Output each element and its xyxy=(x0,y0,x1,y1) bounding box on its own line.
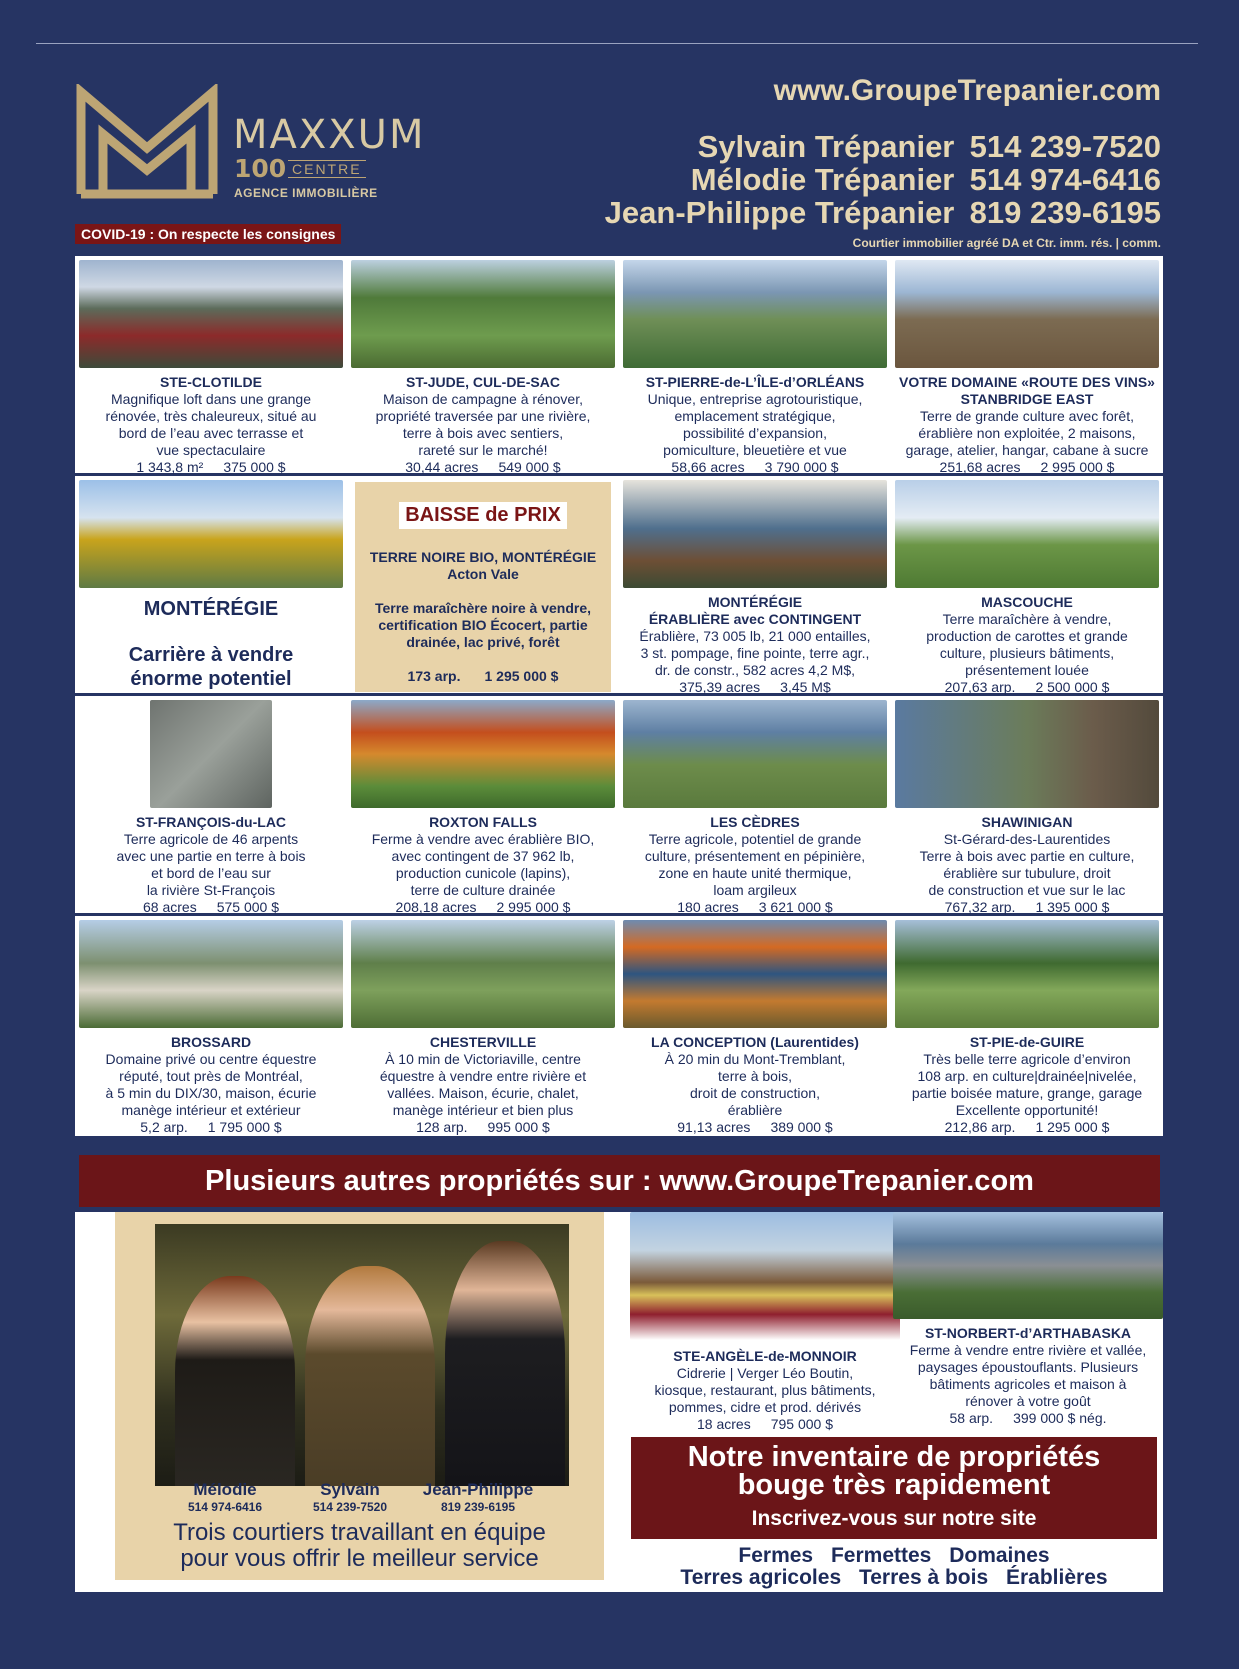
listing-card[interactable] xyxy=(347,696,619,913)
listing-desc-line: et bord de l’eau sur xyxy=(151,865,271,881)
listing-desc-line: érablière non exploitée, 2 maisons, xyxy=(918,425,1136,441)
listing-desc-line: Terre agricole de 46 arpents xyxy=(123,831,299,847)
category-label: Fermettes xyxy=(830,1544,932,1567)
listing-price: 375 000 $ xyxy=(223,459,286,475)
listing-size: 30,44 acres xyxy=(405,459,479,475)
listing-desc-line: possibilité d’expansion, xyxy=(683,425,827,441)
listing-price-line xyxy=(351,1119,615,1136)
team-member xyxy=(165,1480,285,1514)
listing-price: 1 795 000 $ xyxy=(207,1119,282,1135)
property-photo xyxy=(623,260,887,368)
listing-title: MONTÉRÉGIE xyxy=(143,598,279,620)
listing-desc-line: Terre maraîchère à vendre, xyxy=(942,611,1112,627)
property-photo xyxy=(895,480,1159,588)
person-jean-philippe xyxy=(445,1241,565,1486)
listing-desc-line: bord de l’eau avec terrasse et xyxy=(118,425,304,441)
website-header[interactable]: www.GroupeTrepanier.com xyxy=(773,74,1161,107)
category-row xyxy=(631,1545,1157,1567)
listing-price-line xyxy=(895,899,1159,916)
person-melodie xyxy=(175,1276,295,1486)
listing-size: 58 arp. xyxy=(949,1410,994,1426)
logo-name: MAXXUM xyxy=(233,112,426,158)
listing-title: ST-NORBERT-d’ARTHABASKA xyxy=(924,1325,1132,1341)
team-member-name: Jean-Philippe xyxy=(422,1480,534,1499)
listing-desc-line: Ferme à vendre avec érablière BIO, xyxy=(371,831,595,847)
listing-row xyxy=(75,476,1163,696)
listing-desc-line: Cidrerie | Verger Léo Boutin, xyxy=(676,1365,854,1381)
property-photo xyxy=(351,700,615,808)
listing-size: 208,18 acres xyxy=(395,899,477,915)
listing-desc-line: Terre maraîchère noire à vendre, xyxy=(374,600,592,616)
listing-card[interactable] xyxy=(347,476,619,693)
listing-size: 5,2 arp. xyxy=(140,1119,188,1135)
listing-card[interactable] xyxy=(893,1212,1163,1427)
listing-desc-line: manège intérieur et extérieur xyxy=(121,1102,301,1118)
contact-name: Sylvain Trépanier xyxy=(697,129,955,164)
contact-name: Jean-Philippe Trépanier xyxy=(604,195,955,230)
listing-size: 251,68 acres xyxy=(939,459,1021,475)
property-photo xyxy=(79,480,343,588)
listings-grid xyxy=(75,256,1163,1136)
price-drop-badge: BAISSE de PRIX xyxy=(399,502,567,529)
listing-size: 207,63 arp. xyxy=(944,679,1016,695)
inventory-title xyxy=(631,1443,1157,1499)
property-photo xyxy=(895,920,1159,1028)
contact-list xyxy=(605,130,1161,229)
listing-desc-line: rareté sur le marché! xyxy=(418,442,548,458)
listing-title: LA CONCEPTION (Laurentides) xyxy=(651,1034,859,1050)
listing-subtitle: STANBRIDGE EAST xyxy=(960,391,1094,407)
listing-price: 2 500 000 $ xyxy=(1035,679,1110,695)
listing-desc-line: Maison de campagne à rénover, xyxy=(382,391,583,407)
listing-price-line xyxy=(79,899,343,916)
property-photo xyxy=(351,920,615,1028)
listing-price: 995 000 $ xyxy=(487,1119,550,1135)
maxxum-logo xyxy=(76,84,456,204)
listing-desc-line: Très belle terre agricole d’environ xyxy=(923,1051,1131,1067)
listing-row xyxy=(75,696,1163,916)
listing-title: ROXTON FALLS xyxy=(429,814,537,830)
listing-desc-line: paysages époustouflants. Plusieurs xyxy=(917,1359,1139,1375)
listing-desc-line: production de carottes et grande xyxy=(926,628,1128,644)
listing-title: VOTRE DOMAINE «ROUTE DES VINS» xyxy=(899,374,1155,390)
listing-desc-line: St-Gérard-des-Laurentides xyxy=(943,831,1111,847)
listing-price-line xyxy=(623,1119,887,1136)
website-banner[interactable]: Plusieurs autres propriétés sur : www.GroupeTrepanier.com xyxy=(79,1155,1160,1207)
listing-card[interactable] xyxy=(619,256,891,473)
listing-price: 1 395 000 $ xyxy=(1035,899,1110,915)
property-photo xyxy=(893,1212,1163,1319)
listing-row xyxy=(75,256,1163,476)
listing-price-line xyxy=(79,1119,343,1136)
property-photo xyxy=(895,260,1159,368)
listing-desc-line: Domaine privé ou centre équestre xyxy=(105,1051,317,1067)
team-member xyxy=(413,1480,543,1514)
listing-desc-line: drainée, lac privé, forêt xyxy=(406,634,560,650)
listing-price-line xyxy=(351,899,615,916)
team-tagline-line: Trois courtiers travaillant en équipe xyxy=(173,1519,546,1546)
covid-notice: COVID-19 : On respecte les consignes xyxy=(75,224,341,244)
listing-desc-line: terre à bois, xyxy=(718,1068,792,1084)
property-categories xyxy=(631,1545,1157,1589)
bottom-section xyxy=(75,1212,1163,1592)
listing-card[interactable] xyxy=(619,476,891,693)
listing-price-line xyxy=(623,899,887,916)
listing-desc-line: partie boisée mature, grange, garage xyxy=(911,1085,1143,1101)
listing-desc-line: érablière xyxy=(727,1102,783,1118)
listing-desc-line: la rivière St-François xyxy=(146,882,276,898)
listing-price-line xyxy=(623,459,887,476)
listing-desc-line: vue spectaculaire xyxy=(156,442,266,458)
listing-price-line xyxy=(355,668,611,684)
category-label: Terres à bois xyxy=(858,1566,989,1589)
listing-desc-line: loam argileux xyxy=(713,882,797,898)
listing-card[interactable] xyxy=(75,476,347,693)
listing-desc-line: culture, plusieurs bâtiments, xyxy=(939,645,1115,661)
listing-desc-line: À 20 min du Mont-Tremblant, xyxy=(664,1051,846,1067)
listing-desc-line: certification BIO Écocert, partie xyxy=(378,617,588,633)
listing-size: 18 acres xyxy=(697,1416,751,1432)
listing-title: ST-PIERRE-de-L’ÎLE-d’ORLÉANS xyxy=(645,374,865,390)
category-label: Érablières xyxy=(1005,1566,1108,1589)
listing-title: MONTÉRÉGIE xyxy=(707,594,803,610)
inventory-title-line: Notre inventaire de propriétés xyxy=(687,1441,1101,1473)
listing-tagline-line: énorme potentiel xyxy=(130,668,292,690)
listing-price-line xyxy=(623,679,887,696)
listing-size: 58,66 acres xyxy=(671,459,745,475)
listing-title-line: TERRE NOIRE BIO, MONTÉRÉGIE xyxy=(369,549,597,565)
contact-name: Mélodie Trépanier xyxy=(690,162,955,197)
property-photo xyxy=(623,700,887,808)
listing-desc-line: propriété traversée par une rivière, xyxy=(375,408,591,424)
listing-price: 2 995 000 $ xyxy=(496,899,571,915)
contact-phone[interactable]: 514 974-6416 xyxy=(969,162,1161,197)
property-photo xyxy=(351,260,615,368)
listing-desc-line: vallées. Maison, écurie, chalet, xyxy=(387,1085,579,1101)
listing-title: MASCOUCHE xyxy=(981,594,1073,610)
contact-phone[interactable]: 819 239-6195 xyxy=(969,195,1161,230)
property-photo xyxy=(79,260,343,368)
listing-desc-line: production cunicole (lapins), xyxy=(395,865,571,881)
listing-card[interactable] xyxy=(891,476,1163,693)
listing-price: 549 000 $ xyxy=(498,459,561,475)
price-drop-card xyxy=(355,482,611,692)
listing-card[interactable] xyxy=(75,256,347,473)
listing-desc-line: Érablière, 73 005 lb, 21 000 entailles, xyxy=(639,628,871,644)
team-card xyxy=(115,1212,604,1580)
property-photo xyxy=(623,920,887,1028)
listing-desc-line: Magnifique loft dans une grange xyxy=(110,391,312,407)
listing-price: 3,45 M$ xyxy=(780,679,831,695)
logo-centre: CENTRE xyxy=(288,160,366,178)
listing-price: 3 790 000 $ xyxy=(764,459,839,475)
listing-card[interactable] xyxy=(891,256,1163,473)
listing-price: 575 000 $ xyxy=(216,899,279,915)
team-member-phone[interactable]: 514 974-6416 xyxy=(187,1500,263,1514)
listing-title: STE-ANGÈLE-de-MONNOIR xyxy=(673,1348,857,1364)
team-member-name: Mélodie xyxy=(193,1480,257,1499)
listing-desc-line: dr. de constr., 582 acres 4,2 M$, xyxy=(655,662,855,678)
listing-card[interactable] xyxy=(75,916,347,1136)
listing-size: 1 343,8 m² xyxy=(136,459,204,475)
category-label: Fermes xyxy=(738,1544,814,1567)
listing-desc-line: pomiculture, bleuetière et vue xyxy=(663,442,847,458)
listing-card[interactable] xyxy=(347,916,619,1136)
team-member-phone[interactable]: 514 239-7520 xyxy=(312,1500,388,1514)
license-note: Courtier immobilier agréé DA et Ctr. imm. rés. | comm. xyxy=(852,236,1161,250)
team-member-name: Sylvain xyxy=(320,1480,380,1499)
listing-subtitle: ÉRABLIÈRE avec CONTINGENT xyxy=(648,611,862,627)
listing-size: 767,32 arp. xyxy=(944,899,1016,915)
listing-desc-line: Terre agricole, potentiel de grande xyxy=(648,831,862,847)
team-tagline xyxy=(115,1520,604,1572)
listing-price-line xyxy=(630,1416,900,1433)
listing-price-line xyxy=(895,679,1159,696)
listing-title: CHESTERVILLE xyxy=(429,1034,537,1050)
listing-desc-line: À 10 min de Victoriaville, centre xyxy=(385,1051,581,1067)
listing-title: BROSSARD xyxy=(170,1034,252,1050)
team-member xyxy=(295,1480,405,1514)
listing-desc xyxy=(355,600,611,651)
top-divider xyxy=(36,43,1198,44)
listing-title: STE-CLOTILDE xyxy=(160,374,262,390)
listing-price: 399 000 $ nég. xyxy=(1013,1410,1107,1426)
person-sylvain xyxy=(305,1266,435,1486)
listing-title: ST-PIE-de-GUIRE xyxy=(969,1034,1085,1050)
listing-desc-line: réputé, tout près de Montréal, xyxy=(119,1068,303,1084)
listing-price-line xyxy=(79,459,343,476)
listing-size: 128 arp. xyxy=(416,1119,468,1135)
listing-desc-line: Terre de grande culture avec forêt, xyxy=(919,408,1134,424)
contact-row xyxy=(605,130,1161,163)
property-photo xyxy=(623,480,887,588)
listing-price: 389 000 $ xyxy=(770,1119,833,1135)
category-label: Domaines xyxy=(949,1544,1050,1567)
listing-price: 795 000 $ xyxy=(770,1416,833,1432)
listing-card[interactable] xyxy=(75,696,347,913)
listing-card[interactable] xyxy=(347,256,619,473)
contact-row xyxy=(605,163,1161,196)
listing-price-line xyxy=(895,459,1159,476)
listing-desc-line: kiosque, restaurant, plus bâtiments, xyxy=(654,1382,876,1398)
listing-desc-line: pommes, cidre et prod. dérivés xyxy=(668,1399,862,1415)
listing-size: 212,86 arp. xyxy=(944,1119,1016,1135)
inventory-title-line: bouge très rapidement xyxy=(737,1469,1051,1501)
listing-price: 1 295 000 $ xyxy=(484,668,559,684)
listing-title: LES CÈDRES xyxy=(710,814,800,830)
team-tagline-line: pour vous offrir le meilleur service xyxy=(180,1545,539,1572)
listing-desc-line: bâtiments agricoles et maison à xyxy=(929,1376,1127,1392)
listing-card[interactable] xyxy=(619,916,891,1136)
listing-title: ST-JUDE, CUL-DE-SAC xyxy=(405,374,560,390)
listing-desc-line: emplacement stratégique, xyxy=(674,408,836,424)
listing-desc-line: rénover à votre goût xyxy=(965,1393,1091,1409)
listing-price-line xyxy=(895,1119,1159,1136)
category-label: Terres agricoles xyxy=(680,1566,842,1589)
listing-desc-line: avec contingent de 37 962 lb, xyxy=(391,848,575,864)
listing-desc-line: culture, présentement en pépinière, xyxy=(644,848,866,864)
logo-agency: AGENCE IMMOBILIÈRE xyxy=(234,186,378,200)
listing-desc-line: terre à bois avec sentiers, xyxy=(402,425,564,441)
listing-tagline xyxy=(79,643,343,691)
category-row xyxy=(631,1567,1157,1589)
listing-title-line: Acton Vale xyxy=(447,566,519,582)
listing-title xyxy=(355,549,611,583)
listing-price-line xyxy=(893,1410,1163,1427)
listing-desc-line: équestre à vendre entre rivière et xyxy=(379,1068,587,1084)
listing-desc-line: Unique, entreprise agrotouristique, xyxy=(647,391,863,407)
logo-number: 100 xyxy=(234,154,287,183)
listing-desc-line: Excellente opportunité! xyxy=(955,1102,1099,1118)
property-photo xyxy=(895,700,1159,808)
inventory-callout[interactable] xyxy=(631,1437,1157,1539)
listing-tagline-line: Carrière à vendre xyxy=(128,644,294,666)
subscribe-link[interactable]: Inscrivez-vous sur notre site xyxy=(751,1507,1037,1530)
listing-desc-line: 3 st. pompage, fine pointe, terre agr., xyxy=(640,645,870,661)
listing-title: ST-FRANÇOIS-du-LAC xyxy=(135,814,287,830)
listing-desc-line: droit de construction, xyxy=(690,1085,820,1101)
contact-row xyxy=(605,196,1161,229)
property-photo xyxy=(630,1212,900,1340)
listing-desc-line: Ferme à vendre entre rivière et vallée, xyxy=(909,1342,1147,1358)
listing-card[interactable] xyxy=(891,916,1163,1136)
listing-desc-line: avec une partie en terre à bois xyxy=(116,848,306,864)
property-photo xyxy=(150,700,272,808)
listing-price: 1 295 000 $ xyxy=(1035,1119,1110,1135)
listing-desc-line: Terre à bois avec partie en culture, xyxy=(919,848,1135,864)
listing-desc-line: présentement louée xyxy=(965,662,1089,678)
listing-card[interactable] xyxy=(891,696,1163,913)
property-photo xyxy=(79,920,343,1028)
listing-desc-line: érablière sur tubulure, droit xyxy=(943,865,1111,881)
listing-price: 3 621 000 $ xyxy=(758,899,833,915)
listing-desc-line: à 5 min du DIX/30, maison, écurie xyxy=(105,1085,317,1101)
team-photo xyxy=(155,1224,569,1486)
listing-desc-line: 108 arp. en culture|drainée|nivelée, xyxy=(917,1068,1137,1084)
listing-size: 68 acres xyxy=(143,899,197,915)
listing-desc-line: zone en haute unité thermique, xyxy=(658,865,852,881)
listing-desc-line: de construction et vue sur le lac xyxy=(928,882,1126,898)
listing-desc-line: rénovée, très chaleureux, situé au xyxy=(105,408,317,424)
contact-phone[interactable]: 514 239-7520 xyxy=(969,129,1161,164)
listing-size: 91,13 acres xyxy=(677,1119,751,1135)
maxxum-m-logo-icon xyxy=(76,84,218,199)
listing-size: 180 acres xyxy=(677,899,739,915)
listing-size: 375,39 acres xyxy=(679,679,761,695)
listing-desc-line: garage, atelier, hangar, cabane à sucre xyxy=(905,442,1149,458)
listing-title: SHAWINIGAN xyxy=(981,814,1073,830)
listing-card[interactable] xyxy=(619,696,891,913)
listing-price: 2 995 000 $ xyxy=(1040,459,1115,475)
team-member-phone[interactable]: 819 239-6195 xyxy=(440,1500,516,1514)
listing-desc-line: manège intérieur et bien plus xyxy=(392,1102,574,1118)
listing-size: 173 arp. xyxy=(407,668,461,684)
listing-row xyxy=(75,916,1163,1136)
listing-desc-line: terre de culture drainée xyxy=(410,882,556,898)
listing-price-line xyxy=(351,459,615,476)
listing-card[interactable] xyxy=(630,1212,900,1433)
